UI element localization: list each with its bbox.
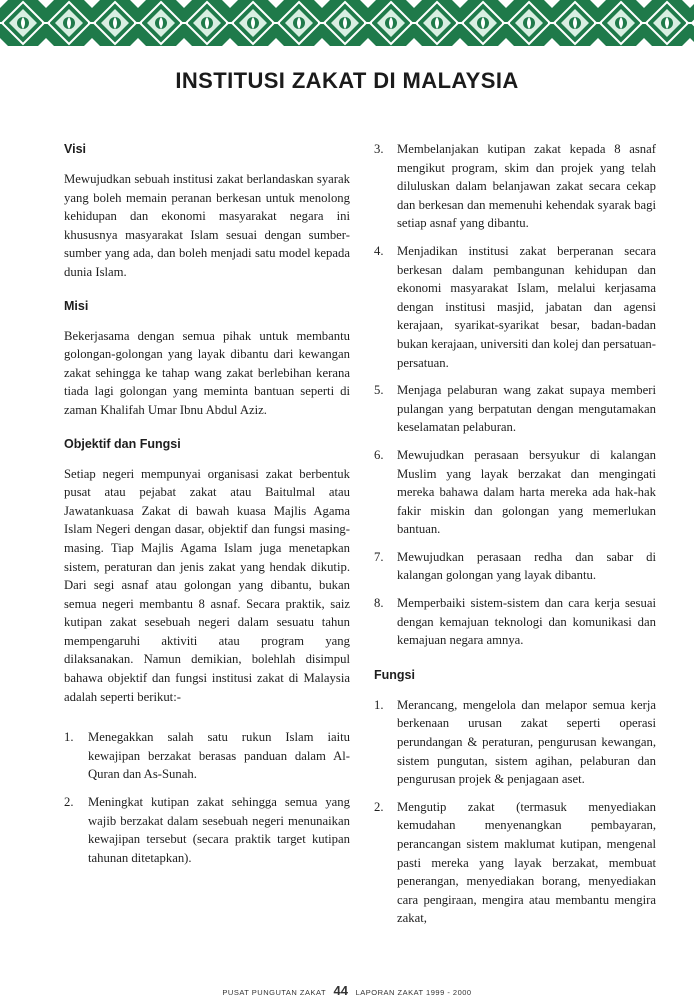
- page-footer: [0, 983, 694, 998]
- fungsi-heading: Fungsi: [374, 667, 415, 682]
- left-column: [64, 140, 350, 876]
- list-item-text: Meningkat kutipan zakat sehingga semua yang wajib berzakat dalam sesebuah negeri menunaikan kewajipan tersebut (secara praktik target kutipan tahunan ditetapkan).: [88, 795, 350, 865]
- list-item-number: 7.: [374, 549, 384, 564]
- objektif-list-continued: [374, 140, 656, 650]
- list-item-text: Mewujudkan perasaan redha dan sabar di kalangan golongan yang layak dibantu.: [397, 549, 656, 583]
- fungsi-list: [374, 696, 656, 928]
- list-item-text: Menegakkan salah satu rukun Islam iaitu kewajipan berzakat berasas panduan dalam Al-Quran dan As-Sunah.: [88, 730, 350, 782]
- list-item: [64, 793, 350, 867]
- list-item: [374, 798, 656, 928]
- right-column: [374, 140, 656, 937]
- pattern-icon: [0, 0, 694, 46]
- list-item-number: 3.: [374, 142, 384, 156]
- page-title: INSTITUSI ZAKAT DI MALAYSIA: [175, 68, 519, 93]
- list-item: [374, 548, 656, 585]
- list-item-text: Mengutip zakat (termasuk menyediakan kemudahan menyenangkan pembayaran, perancangan sistem maklumat kutipan, mengenal pasti mereka yang layak berzakat, membuat penerangan, menyediakan borang, menyediakan cara pengiraan, mengira atau membantu mengira zakat,: [397, 799, 656, 926]
- objektif-heading: Objektif dan Fungsi: [64, 436, 181, 451]
- visi-heading: Visi: [64, 142, 87, 156]
- list-item-text: Mewujudkan perasaan bersyukur di kalangan Muslim yang layak berzakat dan mengingati mereka bahawa dalam harta mereka ada hak-hak fakir miskin dan golongan yang memerlukan bantuan.: [397, 447, 656, 537]
- list-item-text: Merancang, mengelola dan melapor semua kerja berkenaan urusan zakat seperti operasi perundangan & peraturan, pengurusan kewangan, sistem pungutan, sistem agihan, pelaburan dan pengurusan projek & penjagaan aset.: [397, 697, 656, 787]
- list-item-number: 1.: [374, 697, 384, 712]
- list-item-number: 2.: [64, 795, 74, 810]
- visi-paragraph: Mewujudkan sebuah institusi zakat berlandaskan syarak yang boleh memain peranan berkesan untuk menolong kehidupan dan ekonomi masyarakat negara ini khususnya masyarakat Islam sesuai dengan sumber-sumber yang ada, dan boleh menjadi satu model kepada dunia Islam.: [64, 172, 350, 279]
- list-item: [64, 728, 350, 784]
- list-item: [374, 140, 656, 233]
- list-item: [374, 594, 656, 650]
- list-item: [374, 381, 656, 437]
- footer-left-text: PUSAT PUNGUTAN ZAKAT: [222, 988, 326, 997]
- list-item: [374, 242, 656, 372]
- list-item-text: Membelanjakan kutipan zakat kepada 8 asnaf mengikut program, skim dan projek yang telah diluluskan dalam belanjawan zakat secara cekap dan berkesan dan memenuhi kehendak syarak bagi setiap asnaf yang dibantu.: [397, 142, 656, 231]
- decorative-banner: [0, 0, 694, 46]
- list-item: [374, 696, 656, 789]
- list-item-number: 2.: [374, 799, 384, 814]
- misi-paragraph: Bekerjasama dengan semua pihak untuk membantu golongan-golongan yang layak dibantu dari kewangan zakat sehingga ke tahap wang zakat berlebihan kerana tiada lagi golongan yang meminta bantuan seperti di zaman Khalifah Umar Ibnu Abdul Aziz.: [64, 328, 350, 417]
- objektif-paragraph: Setiap negeri mempunyai organisasi zakat berbentuk pusat atau pejabat zakat atau Baitulmal atau Jawatankuasa Zakat di bawah kuasa Majlis Agama Islam Negeri dengan dasar, objektif dan fungsi masing-masing. Tiap Majlis Agama Islam juga menetapkan sistem, peraturan dan jenis zakat yang hendak dikutip. Dari segi asnaf atau golongan yang dibantu, bukan semua negeri membantu 8 asnaf. Secara praktik, saiz kutipan zakat sesebuah negeri dalam sesuatu tahun mempengaruhi aktiviti atau program yang dilaksanakan. Namun demikian, bolehlah disimpul bahawa objektif dan fungsi institusi zakat di Malaysia adalah seperti berikut:-: [64, 466, 350, 704]
- list-item-text: Menjadikan institusi zakat berperanan secara berkesan dalam pembangunan kehidupan dan ekonomi masyarakat Islam, melalui kerjasama dengan institusi masjid, jabatan dan agensi kerajaan, syarikat-syarikat besar, badan-badan bukan kerajaan, universiti dan kolej dan persatuan-persatuan.: [397, 243, 656, 370]
- list-item-number: 6.: [374, 447, 384, 462]
- page-number: 44: [333, 983, 348, 998]
- list-item-number: 8.: [374, 596, 384, 611]
- objektif-list: [64, 728, 350, 867]
- list-item-number: 1.: [64, 730, 74, 745]
- list-item-text: Memperbaiki sistem-sistem dan cara kerja sesuai dengan kemajuan teknologi dan komunikasi dan kemajuan negara amnya.: [397, 596, 656, 648]
- misi-heading: Misi: [64, 298, 89, 313]
- list-item: [374, 446, 656, 539]
- list-item-number: 5.: [374, 383, 384, 398]
- list-item-number: 4.: [374, 243, 384, 258]
- footer-right-text: LAPORAN ZAKAT 1999 - 2000: [355, 988, 472, 997]
- list-item-text: Menjaga pelaburan wang zakat supaya memberi pulangan yang berpatutan dengan mengutamakan keselamatan pelaburan.: [397, 383, 656, 435]
